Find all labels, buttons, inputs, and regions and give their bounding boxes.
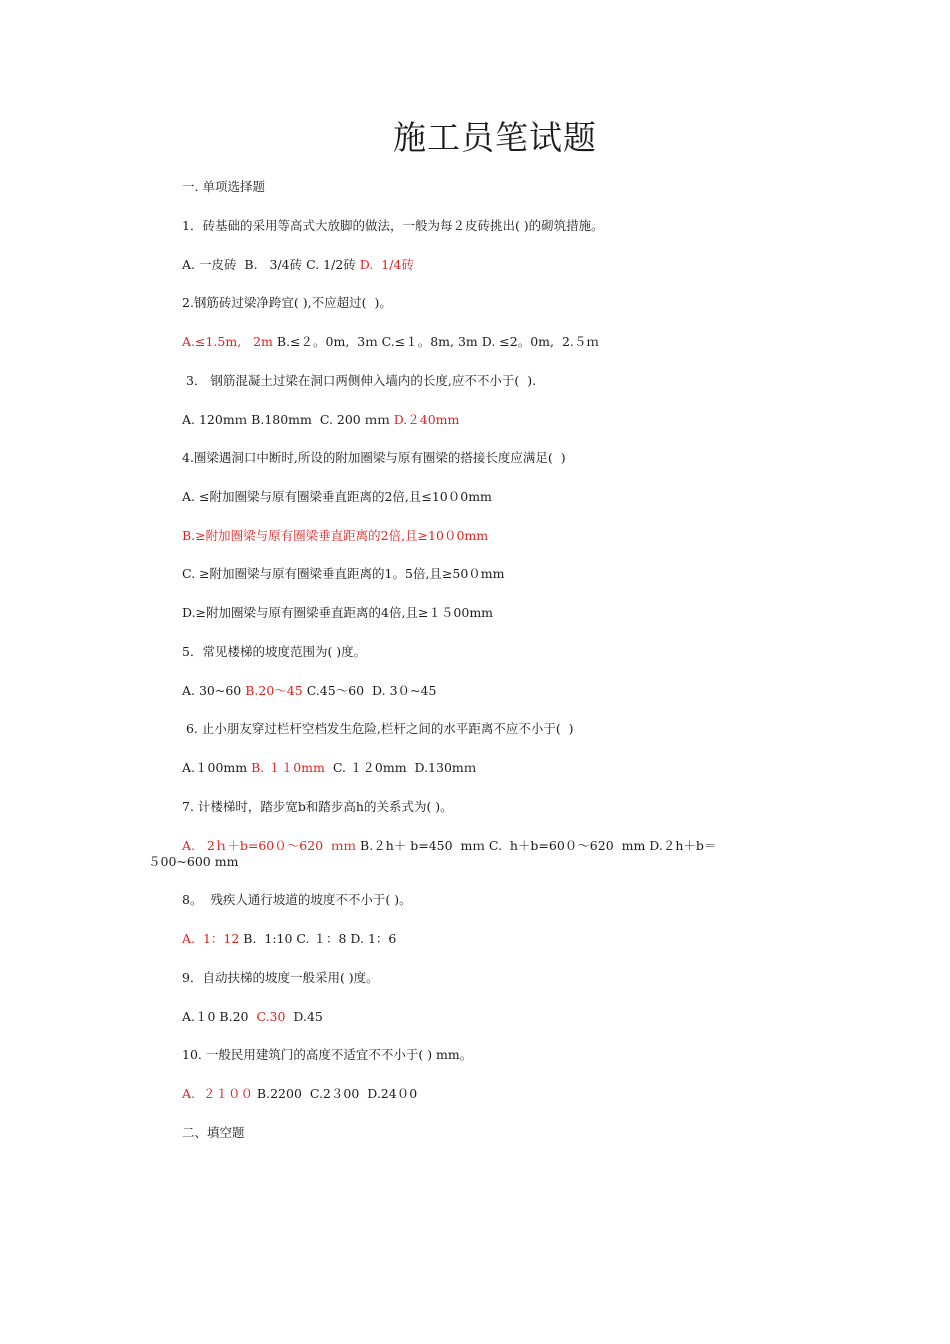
question-4-option-a: A. ≤附加圈梁与原有圈梁垂直距离的2倍,且≤10０0mm <box>182 489 492 504</box>
section-heading: 一. 单项选择题 <box>182 179 265 194</box>
option-text: A.１0 B.20 <box>182 1009 257 1024</box>
question-4: 4.圈梁遇洞口中断时,所设的附加圈梁与原有圈梁的搭接长度应满足( ) <box>182 450 566 465</box>
correct-answer: A. 2ｈ＋b=60０～620 ｍｍ <box>182 838 357 853</box>
option-text: B.2200 C.2３00 D.24０0 <box>252 1086 418 1101</box>
correct-answer: A. 1：12 <box>182 931 240 946</box>
option-text: A. 120mｍ B.180mm C. 200 ｍｍ <box>182 412 394 427</box>
option-text: A. 一皮砖 B. 3/4砖 C. 1/2砖 <box>182 257 360 272</box>
question-8: 8。 残疾人通行坡道的坡度不不小于( )。 <box>182 892 412 907</box>
question-4-option-c: C. ≥附加圈梁与原有圈梁垂直距离的1。5倍,且≥50０mm <box>182 566 505 581</box>
question-1-options <box>182 257 414 273</box>
question-7: 7. 计楼梯时，踏步宽b和踏步高h的关系式为( )。 <box>182 799 453 814</box>
question-6: 6. 止小朋友穿过栏杆空档发生危险,栏杆之间的水平距离不应不小于( ) <box>182 721 574 736</box>
question-2-options <box>182 334 599 350</box>
option-text: A.１00mm <box>182 760 252 775</box>
question-5: 5．常见楼梯的坡度范围为( )度。 <box>182 644 367 659</box>
page-title: 施工员笔试题 <box>393 118 597 157</box>
question-8-options <box>182 931 396 947</box>
question-4-option-d: D.≥附加圈梁与原有圈梁垂直距离的4倍,且≥１５00mm <box>182 605 494 620</box>
correct-answer: A.≤1.5m, 2m <box>182 334 273 349</box>
question-2: 2.钢筋砖过梁净跨宜( ),不应超过( )。 <box>182 295 392 310</box>
question-5-options <box>182 683 436 699</box>
option-text: B. 1:10 C. １：8 D. 1：6 <box>239 931 397 946</box>
question-9: 9．自动扶梯的坡度一般采用( )度。 <box>182 970 379 985</box>
correct-answer: C.30 <box>256 1009 286 1024</box>
correct-answer: D.２40mm <box>393 412 460 427</box>
question-3: 3． 钢筋混凝土过梁在洞口两侧伸入墙内的长度,应不不小于( ). <box>182 373 537 388</box>
option-text: D.45 <box>285 1009 323 1024</box>
question-3-options <box>182 412 459 428</box>
section-heading-2: 二、填空题 <box>182 1125 245 1140</box>
question-4-option-b-correct: B.≥附加圈梁与原有圈梁垂直距离的2倍,且≥10０0mm <box>182 528 489 543</box>
correct-answer: B. １１0mm <box>251 760 325 775</box>
option-text: C. １２0mm D.130mｍ <box>324 760 477 775</box>
correct-answer: A. ２１００ <box>182 1086 253 1101</box>
option-text: C.45～60 D. 3０~45 <box>302 683 437 698</box>
correct-answer: B.20～45 <box>245 683 303 698</box>
option-text: B.２h＋ b=450 mｍ C. h＋b=60０～620 mm D.２h＋b＝ <box>356 838 717 853</box>
question-10-options <box>182 1086 417 1102</box>
question-10: 10. 一般民用建筑门的高度不适宜不不小于( ) mm。 <box>182 1047 473 1062</box>
option-text: B.≤２。0m, 3ｍ C.≤１。8m, 3m D. ≤2。0m, 2.５ｍ <box>272 334 599 349</box>
option-text: A. 30~60 <box>182 683 246 698</box>
question-7-options <box>182 838 716 854</box>
question-6-options <box>182 760 476 776</box>
question-9-options <box>182 1009 323 1025</box>
question-1: 1．砖基础的采用等高式大放脚的做法，一般为每２皮砖挑出( )的砌筑措施。 <box>182 218 604 233</box>
correct-answer: D. 1/4砖 <box>359 257 414 272</box>
question-7-options-wrap: ５00~600 mm <box>148 854 239 869</box>
